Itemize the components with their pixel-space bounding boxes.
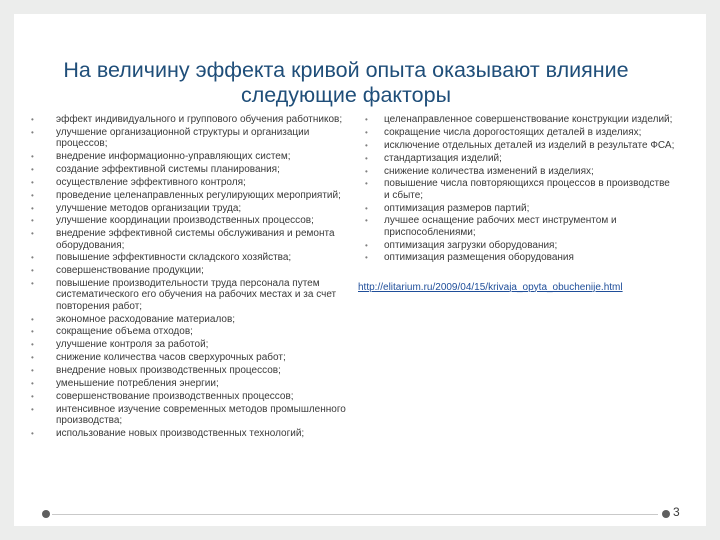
bullet-icon: • bbox=[365, 179, 368, 189]
bullet-icon: • bbox=[31, 115, 34, 124]
list-item-text: повышение числа повторяющихся процессов в производстве и сбыте; bbox=[384, 178, 670, 201]
list-item bbox=[22, 265, 362, 276]
list-item bbox=[348, 127, 678, 138]
list-item-text: стандартизация изделий; bbox=[384, 152, 502, 164]
bullet-icon: • bbox=[365, 203, 368, 213]
list-item bbox=[348, 166, 678, 177]
list-item-text: внедрение новых производственных процессов; bbox=[56, 365, 281, 377]
list-item bbox=[348, 215, 678, 237]
list-item-text: сокращение объема отходов; bbox=[56, 326, 193, 338]
list-item-text: оптимизация загрузки оборудования; bbox=[384, 239, 558, 251]
list-item-text: лучшее оснащение рабочих мест инструментом и приспособлениями; bbox=[384, 215, 617, 238]
list-item-text: эффект индивидуального и группового обучения работников; bbox=[56, 114, 343, 125]
bullet-icon: • bbox=[31, 177, 34, 187]
list-item bbox=[22, 428, 362, 439]
bullet-icon: • bbox=[31, 279, 34, 289]
list-item bbox=[348, 114, 678, 125]
list-item bbox=[22, 114, 362, 125]
bullet-icon: • bbox=[31, 378, 34, 388]
list-item bbox=[348, 240, 678, 251]
list-item bbox=[22, 278, 362, 312]
footer-dot-left bbox=[42, 510, 50, 518]
bullet-icon: • bbox=[31, 404, 34, 414]
bullet-icon: • bbox=[31, 164, 34, 174]
list-item bbox=[348, 140, 678, 151]
list-item-text: улучшение координации производственных процессов; bbox=[56, 215, 314, 227]
list-item bbox=[22, 378, 362, 389]
bullet-icon: • bbox=[31, 314, 34, 324]
list-item-text: исключение отдельных деталей из изделий в результате ФСА; bbox=[384, 139, 675, 151]
bullet-icon: • bbox=[365, 216, 368, 226]
list-item bbox=[22, 352, 362, 363]
list-item-text: использование новых производственных технологий; bbox=[56, 427, 305, 439]
list-item bbox=[22, 314, 362, 325]
source-link[interactable]: http://elitarium.ru/2009/04/15/krivaja_opyta_obuchenije.html bbox=[358, 281, 623, 293]
list-item bbox=[22, 164, 362, 175]
bullet-icon: • bbox=[365, 166, 368, 176]
right-factor-list bbox=[348, 114, 678, 264]
bullet-icon: • bbox=[365, 253, 368, 263]
bullet-icon: • bbox=[31, 151, 34, 161]
bullet-icon: • bbox=[365, 127, 368, 137]
bullet-icon: • bbox=[31, 366, 34, 376]
list-item-text: оптимизация размещения оборудования bbox=[384, 252, 574, 264]
list-item bbox=[22, 151, 362, 162]
list-item bbox=[22, 228, 362, 250]
list-item bbox=[22, 391, 362, 402]
bullet-icon: • bbox=[31, 203, 34, 213]
list-item bbox=[22, 127, 362, 149]
list-item bbox=[348, 203, 678, 214]
list-item-text: осуществление эффективного контроля; bbox=[56, 176, 246, 188]
list-item bbox=[348, 178, 678, 200]
list-item-text: снижение количества изменений в изделиях; bbox=[384, 165, 594, 177]
bullet-icon: • bbox=[365, 153, 368, 163]
list-item-text: оптимизация размеров партий; bbox=[384, 202, 530, 214]
slide-title: На величину эффекта кривой опыта оказывают влияние следующие факторы bbox=[63, 58, 629, 107]
list-item-text: повышение эффективности складского хозяйства; bbox=[56, 252, 292, 264]
bullet-icon: • bbox=[365, 240, 368, 250]
list-item-text: внедрение информационно-управляющих систем; bbox=[56, 150, 291, 162]
bullet-icon: • bbox=[31, 127, 34, 137]
list-item bbox=[22, 177, 362, 188]
list-item-text: совершенствование производственных процессов; bbox=[56, 390, 294, 402]
list-item bbox=[22, 326, 362, 337]
left-factor-list bbox=[22, 114, 362, 439]
footer-dot-right bbox=[662, 510, 670, 518]
list-item-text: совершенствование продукции; bbox=[56, 265, 204, 277]
left-column bbox=[22, 114, 362, 441]
list-item-text: улучшение контроля за работой; bbox=[56, 339, 209, 351]
bullet-icon: • bbox=[31, 340, 34, 350]
list-item bbox=[22, 365, 362, 376]
bullet-icon: • bbox=[31, 428, 34, 438]
list-item-text: проведение целенаправленных регулирующих мероприятий; bbox=[56, 189, 341, 201]
list-item-text: целенаправленное совершенствование конструкции изделий; bbox=[384, 114, 673, 125]
list-item bbox=[22, 339, 362, 350]
bullet-icon: • bbox=[31, 266, 34, 276]
list-item-text: создание эффективной системы планирования; bbox=[56, 163, 280, 175]
list-item-text: снижение количества часов сверхурочных работ; bbox=[56, 352, 286, 364]
right-column bbox=[348, 114, 678, 293]
list-item bbox=[22, 190, 362, 201]
list-item-text: улучшение методов организации труда; bbox=[56, 202, 242, 214]
list-item-text: улучшение организационной структуры и организации процессов; bbox=[56, 126, 310, 150]
list-item-text: интенсивное изучение современных методов промышленного производства; bbox=[56, 403, 346, 426]
list-item-text: сокращение числа дорогостоящих деталей в изделиях; bbox=[384, 126, 642, 138]
page-number: 3 bbox=[673, 505, 680, 519]
bullet-icon: • bbox=[31, 190, 34, 200]
list-item-text: уменьшение потребления энергии; bbox=[56, 377, 219, 389]
list-item bbox=[22, 203, 362, 214]
bullet-icon: • bbox=[31, 327, 34, 337]
bullet-icon: • bbox=[31, 216, 34, 226]
list-item-text: повышение производительности труда персонала путем систематического его обучения на рабочих местах и за счет повторения работ; bbox=[56, 278, 337, 312]
bullet-icon: • bbox=[31, 391, 34, 401]
bullet-icon: • bbox=[365, 140, 368, 150]
list-item-text: экономное расходование материалов; bbox=[56, 313, 236, 325]
bullet-icon: • bbox=[31, 353, 34, 363]
bullet-icon: • bbox=[31, 229, 34, 239]
list-item bbox=[348, 153, 678, 164]
list-item bbox=[22, 252, 362, 263]
footer-rule bbox=[52, 514, 658, 515]
list-item bbox=[22, 404, 362, 426]
bullet-icon: • bbox=[31, 253, 34, 263]
list-item-text: внедрение эффективной системы обслуживания и ремонта оборудования; bbox=[56, 228, 335, 251]
bullet-icon: • bbox=[365, 115, 368, 124]
list-item bbox=[22, 215, 362, 226]
list-item bbox=[348, 252, 678, 263]
